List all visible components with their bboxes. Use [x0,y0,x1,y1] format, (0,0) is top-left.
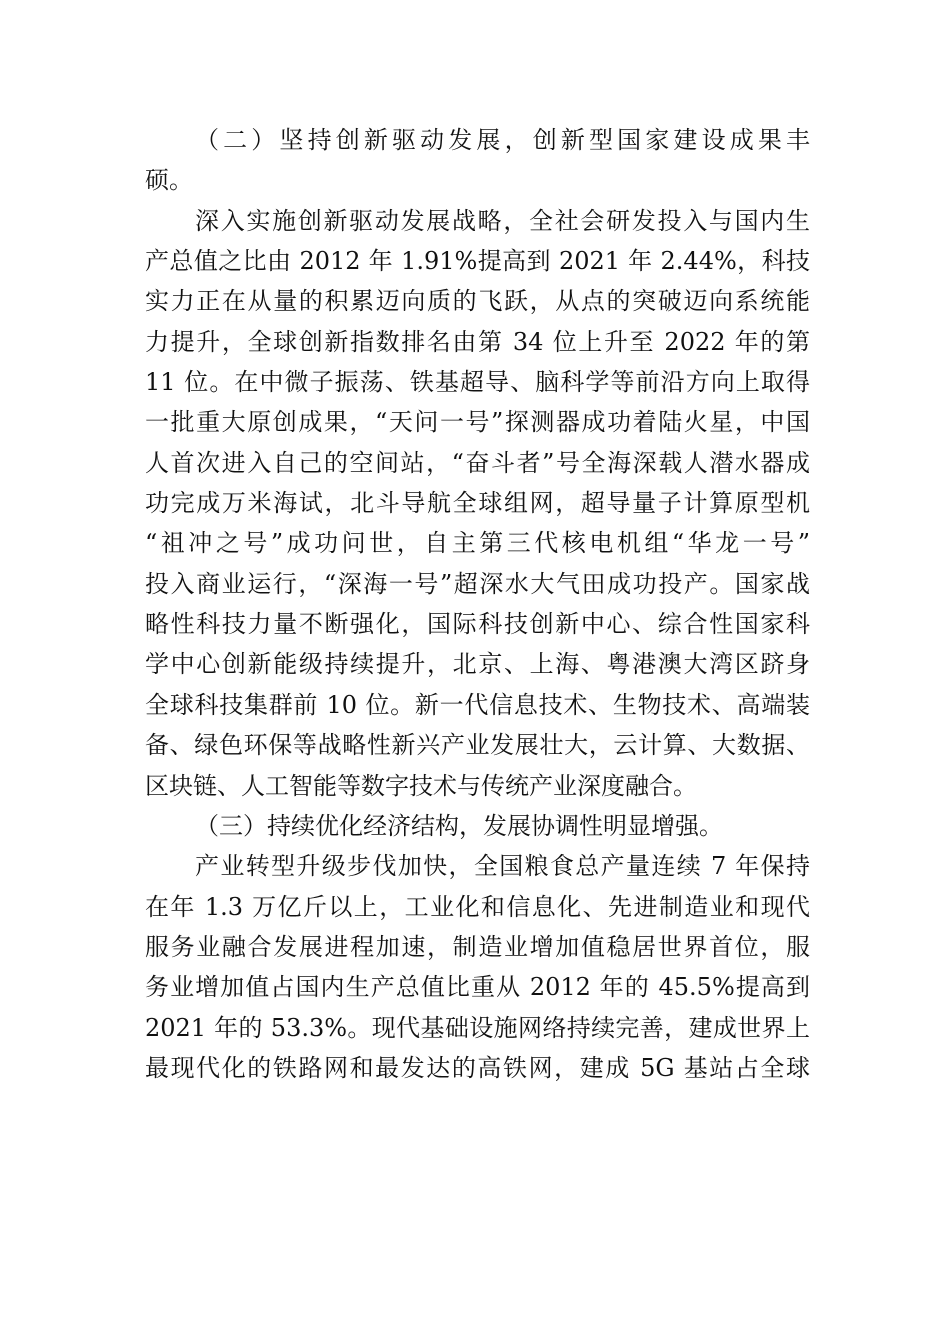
section-2-paragraph-line: 力提升，全球创新指数排名由第 34 位上升至 2022 年的第 [145,327,810,356]
section-3-paragraph-line: 2021 年的 53.3%。现代基础设施网络持续完善，建成世界上 [145,1013,810,1042]
section-3-paragraph-line: 产业转型升级步伐加快，全国粮食总产量连续 7 年保持 [195,852,810,881]
section-2-paragraph-line: 略性科技力量不断强化，国际科技创新中心、综合性国家科 [145,610,810,639]
section-2-paragraph-line: “祖冲之号”成功问世，自主第三代核电机组“华龙一号” [145,529,810,558]
section-2-heading-line-2: 硕。 [145,166,193,195]
section-3-paragraph-line: 服务业融合发展进程加速，制造业增加值稳居世界首位，服 [145,932,810,961]
section-3-paragraph-line: 最现代化的铁路网和最发达的高铁网，建成 5G 基站占全球 [145,1053,810,1082]
section-2-paragraph-line: 人首次进入自己的空间站，“奋斗者”号全海深载人潜水器成 [145,448,810,477]
section-2-heading-line-1: （二）坚持创新驱动发展，创新型国家建设成果丰 [195,126,810,154]
section-2-paragraph-line: 备、绿色环保等战略性新兴产业发展壮大，云计算、大数据、 [145,731,810,760]
section-2-paragraph-line: 实力正在从量的积累迈向质的飞跃，从点的突破迈向系统能 [145,287,810,316]
section-2-paragraph-line: 深入实施创新驱动发展战略，全社会研发投入与国内生 [195,206,810,235]
section-2-paragraph-line: 产总值之比由 2012 年 1.91%提高到 2021 年 2.44%，科技 [145,247,810,276]
section-2-paragraph-line: 区块链、人工智能等数字技术与传统产业深度融合。 [145,771,697,800]
section-3-paragraph-line: 务业增加值占国内生产总值比重从 2012 年的 45.5%提高到 [145,973,810,1002]
section-2-paragraph-line: 一批重大原创成果，“天问一号”探测器成功着陆火星，中国 [145,408,810,437]
section-2-paragraph-line: 功完成万米海试，北斗导航全球组网，超导量子计算原型机 [145,489,810,518]
section-2-paragraph-line: 学中心创新能级持续提升，北京、上海、粤港澳大湾区跻身 [145,650,810,679]
section-2-paragraph-line: 11 位。在中微子振荡、铁基超导、脑科学等前沿方向上取得 [145,368,810,397]
section-2-paragraph-line: 全球科技集群前 10 位。新一代信息技术、生物技术、高端装 [145,690,810,719]
section-3-heading: （三）持续优化经济结构，发展协调性明显增强。 [195,811,723,840]
section-2-paragraph-line: 投入商业运行，“深海一号”超深水大气田成功投产。国家战 [145,569,810,598]
document-body [145,120,810,1088]
section-3-paragraph-line: 在年 1.3 万亿斤以上，工业化和信息化、先进制造业和现代 [145,892,810,921]
